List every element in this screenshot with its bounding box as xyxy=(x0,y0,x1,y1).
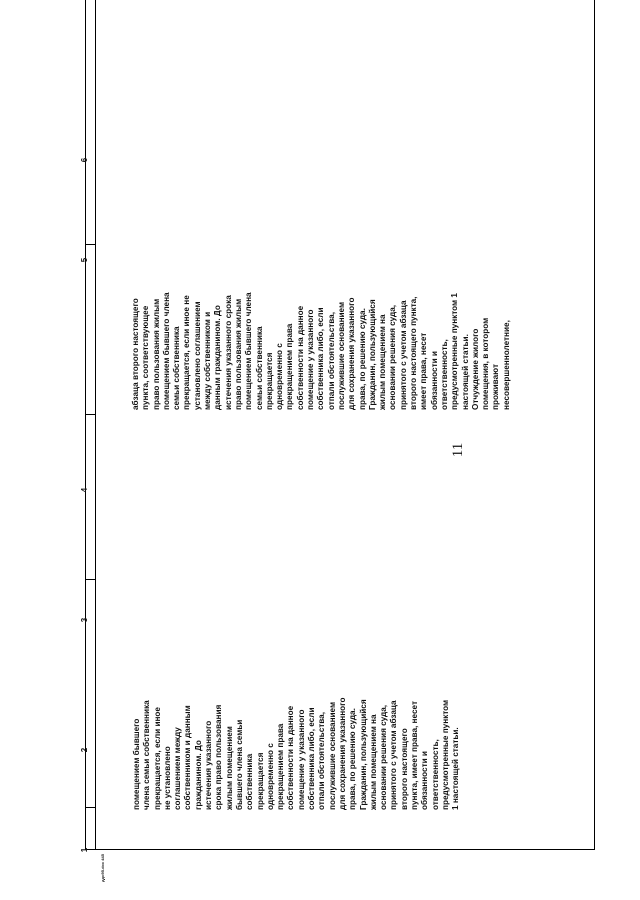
text-line: жилым помещением xyxy=(224,726,234,810)
text-line: принятого с учетом абзаца xyxy=(398,300,408,410)
text-line: проживают xyxy=(491,364,501,410)
text-line: отпали обстоятельства, xyxy=(326,311,336,410)
text-line: прекращается, если иное не xyxy=(182,295,192,410)
column-header-3: 3 xyxy=(80,617,89,623)
text-line: имеет права, несет xyxy=(419,332,429,410)
text-line: прекращением права xyxy=(285,323,295,410)
text-line: прекращается, если иное xyxy=(152,707,162,810)
text-line: семьи собственника xyxy=(254,326,264,410)
text-line: основании решения суда, xyxy=(379,704,389,810)
column-header-1: 1 xyxy=(80,847,89,853)
text-line: право пользования жилым xyxy=(233,298,243,410)
text-line: для сохранения указанного xyxy=(337,697,347,810)
column-5-text xyxy=(131,292,512,410)
column-header-2: 2 xyxy=(80,747,89,753)
text-line: собственника xyxy=(245,753,255,810)
text-line: собственности на данное xyxy=(295,305,305,410)
text-line: жилым помещением на xyxy=(368,714,378,810)
text-line: послужившие основанием xyxy=(336,301,346,410)
text-line: прекращается xyxy=(264,352,274,410)
text-line: предусмотренные пунктом 1 xyxy=(450,293,460,410)
text-line: права, по решению суда. xyxy=(357,308,367,410)
text-line: соглашением между xyxy=(173,727,183,810)
text-line: основании решения суда, xyxy=(388,304,398,410)
text-line: прекращается xyxy=(255,752,265,810)
text-line: бывшего члена семьи xyxy=(234,719,244,810)
column-2-text xyxy=(132,698,462,810)
text-line: жилым помещением на xyxy=(378,314,388,410)
text-line: 1 настоящей статьи. xyxy=(451,727,461,810)
text-line: помещение у указанного xyxy=(296,709,306,810)
column-header-5: 5 xyxy=(80,257,89,263)
text-line: помещением бывшего члена xyxy=(244,292,254,410)
text-line: абзаца второго настоящего xyxy=(131,298,140,410)
text-line: одновременно с xyxy=(265,743,275,810)
text-line: ответственность, xyxy=(430,739,440,810)
column-header-4: 4 xyxy=(80,487,89,493)
column-header-6: 6 xyxy=(80,157,89,163)
text-line: второго настоящего xyxy=(399,728,409,810)
text-line: предусмотренные пунктом xyxy=(440,699,450,810)
text-line: срока право пользования xyxy=(214,704,224,810)
text-line: помещением бывшего xyxy=(132,718,141,810)
text-line: члена семьи собственника xyxy=(142,700,152,810)
text-line: помещения, в котором xyxy=(481,317,491,410)
text-line: данным гражданином. До xyxy=(213,305,223,410)
text-line: обязанности и xyxy=(420,751,430,810)
text-line: принятого с учетом абзаца xyxy=(389,700,399,810)
text-line: одновременно с xyxy=(275,343,285,410)
text-line: между собственником и xyxy=(203,311,213,410)
page-number: 11 xyxy=(450,442,466,458)
footer-file-mark: ддо95.doc 445 xyxy=(100,854,105,882)
header-rule xyxy=(85,0,86,850)
text-line: семьи собственника xyxy=(172,326,182,410)
column-separator xyxy=(85,244,95,245)
column-separator xyxy=(85,414,95,415)
text-line: помещение у указанного xyxy=(306,309,316,410)
text-line: не установлено xyxy=(162,746,172,810)
text-line: послужившие основанием xyxy=(327,701,337,810)
column-separator xyxy=(85,579,95,580)
header-rule-right xyxy=(594,0,595,850)
text-line: собственником и данным xyxy=(183,705,193,810)
text-line: истечения указанного xyxy=(204,720,214,810)
text-line: обязанности и xyxy=(429,351,439,410)
text-line: пункта, соответствующее xyxy=(141,305,151,410)
text-line: установлено соглашением xyxy=(192,301,202,410)
text-line: помещением бывшего члена xyxy=(161,292,171,410)
text-line: собственника либо, если xyxy=(307,707,317,810)
text-line: собственника либо, если xyxy=(316,307,326,410)
text-line: прекращением права xyxy=(276,723,286,810)
text-line: право пользования жилым xyxy=(151,298,161,410)
text-line: второго настоящего пункта, xyxy=(409,296,419,410)
column-separator xyxy=(85,807,95,808)
text-line: несовершеннолетние, xyxy=(501,320,511,410)
text-line: отпали обстоятельства, xyxy=(317,711,327,810)
text-line: для сохранения указанного xyxy=(347,297,357,410)
table-border-left xyxy=(85,849,595,850)
text-line: ответственность, xyxy=(439,339,449,410)
text-line: пункта, имеет права, несет xyxy=(410,701,420,810)
text-line: истечения указанного срока xyxy=(223,295,233,410)
text-line: Гражданин, пользующийся xyxy=(367,299,377,410)
header-rule xyxy=(95,0,96,850)
text-line: Отчуждение жилого xyxy=(470,328,480,410)
text-line: настоящей статьи. xyxy=(460,334,470,410)
text-line: Гражданин, пользующийся xyxy=(358,699,368,810)
text-line: собственности на данное xyxy=(286,705,296,810)
text-line: гражданином. До xyxy=(193,740,203,810)
text-line: права, по решению суда. xyxy=(348,708,358,810)
